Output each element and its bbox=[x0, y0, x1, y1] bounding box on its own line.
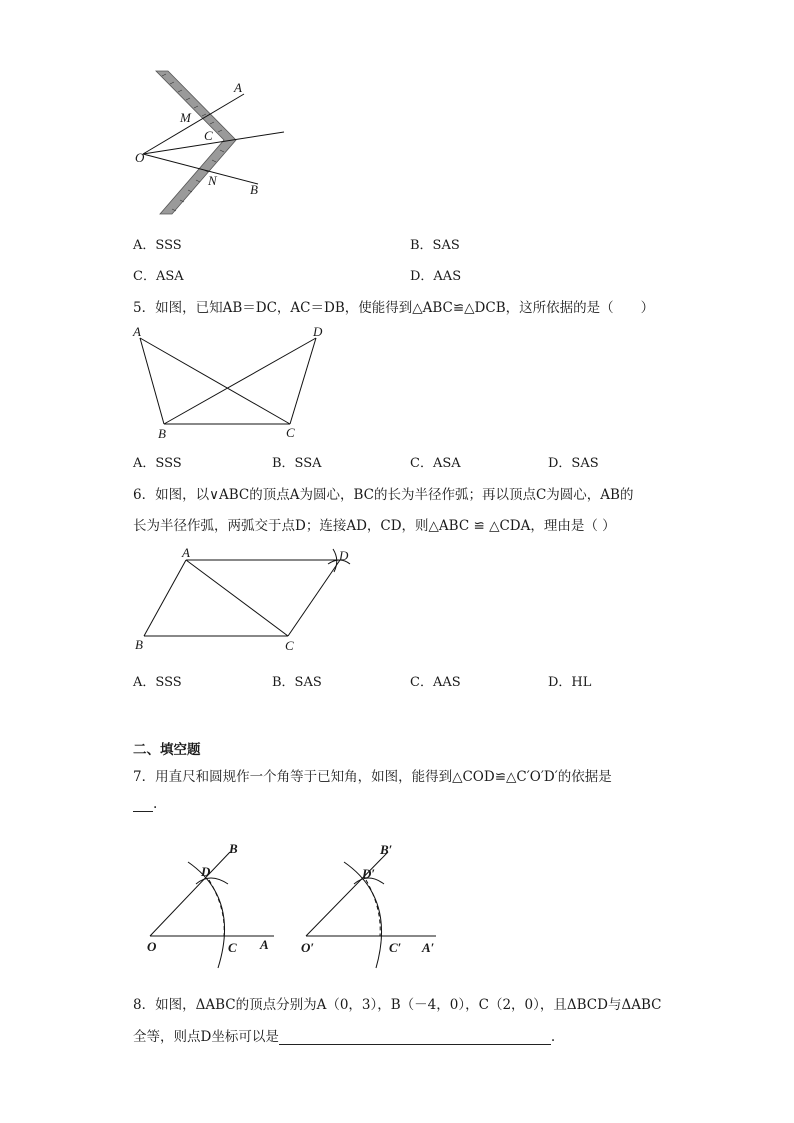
label-B: B bbox=[229, 841, 238, 856]
q7-text: 7．用直尺和圆规作一个角等于已知角，如图，能得到△COD≌△C′O′D′的依据是 bbox=[133, 769, 612, 785]
label-D: D bbox=[339, 548, 349, 563]
q7-figure bbox=[140, 838, 450, 972]
q5-option-b[interactable]: B．SSA bbox=[272, 456, 322, 471]
q7-answer-blank[interactable] bbox=[133, 797, 153, 812]
q5-option-d[interactable]: D．SAS bbox=[548, 456, 599, 471]
label-A: A bbox=[260, 937, 269, 952]
label-C: C bbox=[204, 128, 213, 143]
q4-option-b[interactable]: B．SAS bbox=[410, 238, 460, 253]
q5-figure bbox=[128, 320, 338, 444]
ray-OC bbox=[143, 132, 284, 154]
label-A-prime: A′ bbox=[422, 940, 435, 955]
q5-option-c[interactable]: C．ASA bbox=[410, 456, 461, 471]
q5-option-a[interactable]: A．SSS bbox=[133, 456, 182, 471]
q4-figure bbox=[128, 66, 298, 218]
label-M: M bbox=[180, 110, 191, 125]
q5-text: 5．如图，已知AB＝DC，AC＝DB，使能得到△ABC≌△DCB，这所依据的是（ ） bbox=[133, 300, 655, 316]
q8-text-line1: 8．如图，ΔABC的顶点分别为A（0，3），B（－4，0），C（2，0），且ΔBCD与ΔABC bbox=[133, 997, 662, 1013]
label-A: A bbox=[182, 545, 190, 560]
q4-option-d[interactable]: D．AAS bbox=[410, 269, 462, 284]
q6-figure bbox=[128, 544, 364, 656]
label-D-prime: D′ bbox=[362, 866, 376, 881]
label-B-prime: B′ bbox=[380, 842, 393, 857]
label-B: B bbox=[250, 182, 258, 197]
label-A: A bbox=[133, 324, 141, 339]
q6-option-a[interactable]: A．SSS bbox=[133, 675, 182, 690]
q7-period: . bbox=[153, 796, 158, 812]
q8-answer-blank[interactable] bbox=[279, 1030, 551, 1045]
q6-option-b[interactable]: B．SAS bbox=[272, 675, 322, 690]
label-A: A bbox=[234, 80, 242, 95]
label-O: O bbox=[147, 939, 157, 954]
q6-option-d[interactable]: D．HL bbox=[548, 675, 592, 690]
q8-period: . bbox=[550, 1029, 556, 1045]
label-N: N bbox=[208, 173, 217, 188]
q4-option-a[interactable]: A．SSS bbox=[133, 238, 182, 253]
label-D: D bbox=[201, 864, 211, 879]
q8-text-line2-row bbox=[133, 1025, 555, 1045]
q8-text-line2: 全等，则点D坐标可以是 bbox=[133, 1029, 279, 1045]
label-C: C bbox=[286, 425, 295, 440]
label-O: O bbox=[135, 150, 145, 165]
label-B: B bbox=[158, 426, 166, 441]
q7-answer-line[interactable] bbox=[133, 796, 157, 812]
q6-text-line1: 6．如图，以∨ABC的顶点A为圆心，BC的长为半径作弧；再以顶点C为圆心，AB的 bbox=[133, 487, 634, 503]
label-C: C bbox=[285, 638, 294, 653]
label-D: D bbox=[313, 324, 323, 339]
label-O-prime: O′ bbox=[301, 940, 315, 955]
q6-option-c[interactable]: C．AAS bbox=[410, 675, 461, 690]
section-heading: 二、填空题 bbox=[133, 742, 201, 758]
carpenter-square bbox=[156, 71, 236, 214]
label-C-prime: C′ bbox=[389, 940, 402, 955]
q6-text-line2: 长为半径作弧，两弧交于点D；连接AD，CD，则△ABC ≌ △CDA，理由是（ ） bbox=[133, 518, 616, 534]
q4-option-c[interactable]: C．ASA bbox=[133, 269, 184, 284]
label-B: B bbox=[135, 637, 143, 652]
label-C: C bbox=[228, 940, 237, 955]
